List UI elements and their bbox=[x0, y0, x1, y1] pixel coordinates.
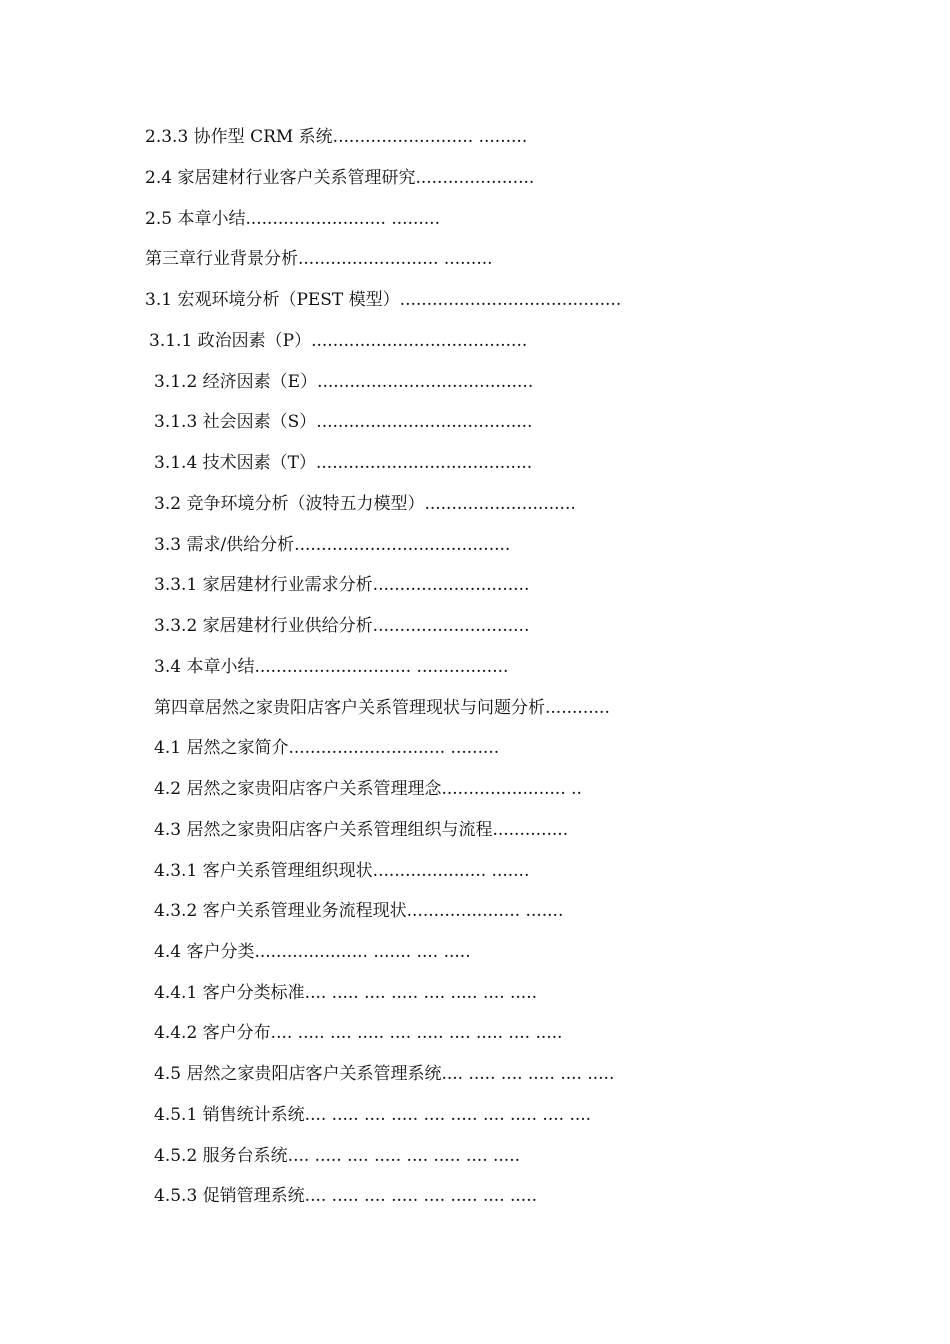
toc-entry-4-4-2: 4.4.2 客户分布.... ..... .... ..... .... ..... .... ..... .... ..... bbox=[154, 1023, 563, 1043]
toc-entry-3-1: 3.1 宏观环境分析（PEST 模型）......................................... bbox=[145, 290, 622, 310]
toc-entry-4-5-1: 4.5.1 销售统计系统.... ..... .... ..... .... ..... .... ..... .... .... bbox=[154, 1105, 592, 1125]
toc-entry-2-4: 2.4 家居建材行业客户关系管理研究...................... bbox=[145, 168, 535, 188]
toc-entry-3-3-1: 3.3.1 家居建材行业需求分析............................. bbox=[154, 575, 530, 595]
toc-entry-4-3-2: 4.3.2 客户关系管理业务流程现状..................... ....... bbox=[154, 901, 564, 921]
toc-entry-3-3-2: 3.3.2 家居建材行业供给分析............................. bbox=[154, 616, 530, 636]
toc-entry-3-3: 3.3 需求/供给分析........................................ bbox=[154, 535, 511, 555]
toc-entry-4-2: 4.2 居然之家贵阳店客户关系管理理念....................... .. bbox=[154, 779, 582, 799]
toc-entry-3-2: 3.2 竞争环境分析（波特五力模型）............................ bbox=[154, 494, 576, 514]
toc-entry-3-1-1: 3.1.1 政治因素（P）........................................ bbox=[149, 331, 528, 351]
toc-entry-4-4-1: 4.4.1 客户分类标准.... ..... .... ..... .... ..... .... ..... bbox=[154, 983, 538, 1003]
toc-entry-2-5: 2.5 本章小结.......................... ......... bbox=[145, 209, 440, 229]
toc-entry-4-3: 4.3 居然之家贵阳店客户关系管理组织与流程.............. bbox=[154, 820, 569, 840]
toc-entry-chapter-3: 第三章行业背景分析.......................... ......... bbox=[145, 249, 493, 269]
toc-entry-4-5: 4.5 居然之家贵阳店客户关系管理系统.... ..... .... ..... .... ..... bbox=[154, 1064, 615, 1084]
toc-entry-2-3-3: 2.3.3 协作型 CRM 系统.......................... ......... bbox=[145, 127, 528, 147]
toc-entry-4-3-1: 4.3.1 客户关系管理组织现状..................... ....... bbox=[154, 861, 530, 881]
toc-entry-4-1: 4.1 居然之家简介............................. ......... bbox=[154, 738, 500, 758]
toc-entry-3-1-2: 3.1.2 经济因素（E）........................................ bbox=[154, 372, 534, 392]
toc-entry-chapter-4: 第四章居然之家贵阳店客户关系管理现状与问题分析............ bbox=[154, 698, 610, 718]
toc-entry-4-5-3: 4.5.3 促销管理系统.... ..... .... ..... .... ..... .... ..... bbox=[154, 1186, 538, 1206]
toc-entry-3-1-4: 3.1.4 技术因素（T）........................................ bbox=[154, 453, 533, 473]
toc-entry-3-1-3: 3.1.3 社会因素（S）........................................ bbox=[154, 412, 533, 432]
toc-entry-4-5-2: 4.5.2 服务台系统.... ..... .... ..... .... ..... .... ..... bbox=[154, 1146, 521, 1166]
toc-entry-3-4: 3.4 本章小结............................. ................. bbox=[154, 657, 509, 677]
toc-entry-4-4: 4.4 客户分类..................... ....... .... ..... bbox=[154, 942, 471, 962]
